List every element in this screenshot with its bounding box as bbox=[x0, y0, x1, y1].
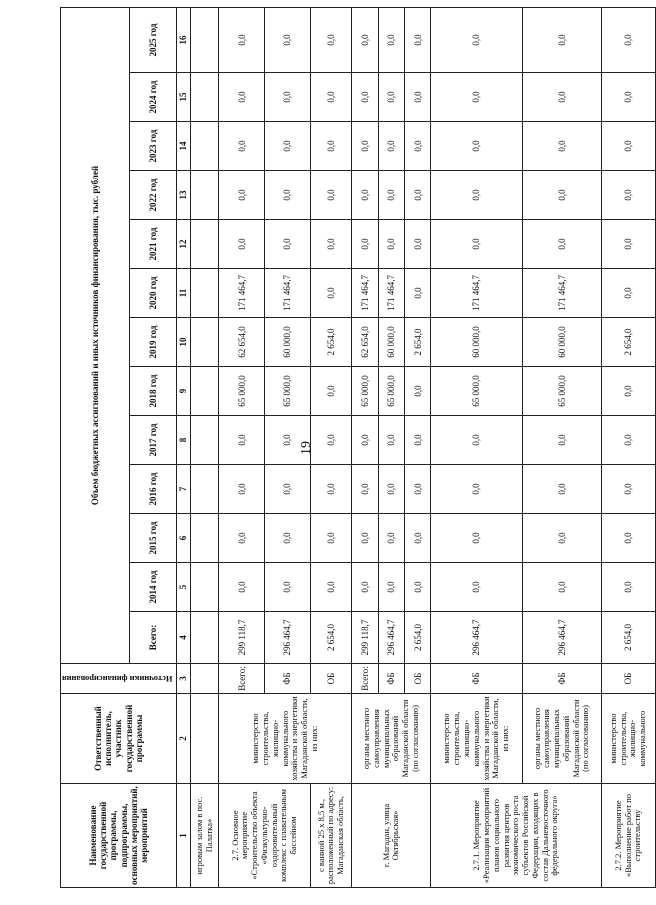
cell-executor bbox=[190, 694, 219, 784]
header-year: 2022 год bbox=[130, 171, 177, 220]
header-volume: Объем бюджетных ассигнований и иных источников финансирования, тыс. рублей bbox=[61, 8, 130, 664]
cell-year bbox=[190, 563, 219, 612]
cell-year: 0,0 bbox=[378, 73, 404, 122]
table-row bbox=[190, 8, 219, 888]
cell-year: 62 654,0 bbox=[352, 318, 378, 367]
cell-year: 0,0 bbox=[219, 220, 265, 269]
column-number: 12 bbox=[177, 220, 190, 269]
cell-year bbox=[190, 73, 219, 122]
cell-year: 65 000,0 bbox=[431, 367, 523, 416]
cell-year: 0,0 bbox=[378, 563, 404, 612]
cell-year: 0,0 bbox=[522, 465, 601, 514]
cell-year: 0,0 bbox=[431, 465, 523, 514]
cell-year: 171 464,7 bbox=[265, 269, 311, 318]
cell-year bbox=[190, 171, 219, 220]
cell-year: 171 464,7 bbox=[378, 269, 404, 318]
cell-year: 0,0 bbox=[405, 122, 431, 171]
cell-year: 0,0 bbox=[311, 73, 352, 122]
cell-source: ФБ bbox=[378, 664, 404, 694]
cell-year: 0,0 bbox=[405, 8, 431, 73]
cell-year: 171 464,7 bbox=[522, 269, 601, 318]
cell-source bbox=[190, 664, 219, 694]
cell-year: 0,0 bbox=[378, 416, 404, 465]
cell-source: ФБ bbox=[522, 664, 601, 694]
header-year: 2017 год bbox=[130, 416, 177, 465]
cell-name: 2.7.1. Мероприятие «Реализация мероприятий планов социального развития центров экономического роста субъектов Российской Федерации, входящих в состав Дальневосточного федерального округа» bbox=[431, 784, 602, 888]
cell-year: 0,0 bbox=[601, 514, 655, 563]
cell-year: 0,0 bbox=[265, 220, 311, 269]
cell-year: 0,0 bbox=[405, 465, 431, 514]
cell-year: 0,0 bbox=[219, 122, 265, 171]
cell-year: 0,0 bbox=[601, 8, 655, 73]
cell-year: 0,0 bbox=[219, 8, 265, 73]
cell-total bbox=[190, 612, 219, 664]
column-number: 2 bbox=[177, 694, 190, 784]
table-row bbox=[431, 8, 523, 888]
cell-year: 0,0 bbox=[601, 122, 655, 171]
table-row bbox=[219, 8, 265, 888]
cell-source: Всего: bbox=[352, 664, 378, 694]
cell-year: 2 654,0 bbox=[601, 318, 655, 367]
header-year: 2014 год bbox=[130, 563, 177, 612]
cell-year: 0,0 bbox=[378, 171, 404, 220]
cell-year: 0,0 bbox=[378, 465, 404, 514]
cell-year: 0,0 bbox=[378, 220, 404, 269]
cell-year: 0,0 bbox=[352, 416, 378, 465]
header-executor: Ответственный исполнитель, участник государственной программы bbox=[61, 694, 177, 784]
cell-executor: министерство строительства, жилищно-коммунального хозяйства и энергетики Магаданской области, из них: bbox=[431, 694, 523, 784]
column-number: 1 bbox=[177, 784, 190, 888]
column-number: 14 bbox=[177, 122, 190, 171]
cell-year: 0,0 bbox=[352, 514, 378, 563]
cell-year: 0,0 bbox=[405, 220, 431, 269]
column-number: 9 bbox=[177, 367, 190, 416]
column-number: 10 bbox=[177, 318, 190, 367]
cell-year: 0,0 bbox=[352, 73, 378, 122]
cell-year: 0,0 bbox=[405, 269, 431, 318]
cell-year: 0,0 bbox=[522, 8, 601, 73]
cell-year: 0,0 bbox=[352, 122, 378, 171]
cell-year: 0,0 bbox=[405, 367, 431, 416]
cell-executor: органы местного самоуправления муниципальных образований Магаданской области (по согласованию) bbox=[352, 694, 431, 784]
cell-year: 0,0 bbox=[265, 563, 311, 612]
column-number: 4 bbox=[177, 612, 190, 664]
cell-year: 65 000,0 bbox=[522, 367, 601, 416]
cell-year: 60 000,0 bbox=[265, 318, 311, 367]
cell-year: 0,0 bbox=[601, 416, 655, 465]
cell-source: ОБ bbox=[311, 664, 352, 694]
column-number: 15 bbox=[177, 73, 190, 122]
cell-year: 0,0 bbox=[405, 416, 431, 465]
cell-year: 65 000,0 bbox=[219, 367, 265, 416]
cell-year bbox=[190, 122, 219, 171]
cell-year: 0,0 bbox=[265, 171, 311, 220]
cell-year: 0,0 bbox=[311, 514, 352, 563]
cell-year: 0,0 bbox=[219, 171, 265, 220]
column-number: 5 bbox=[177, 563, 190, 612]
header-year: 2021 год bbox=[130, 220, 177, 269]
cell-year: 0,0 bbox=[522, 514, 601, 563]
cell-year: 0,0 bbox=[522, 122, 601, 171]
cell-year: 0,0 bbox=[405, 73, 431, 122]
column-number: 3 bbox=[177, 664, 190, 694]
cell-year: 171 464,7 bbox=[431, 269, 523, 318]
cell-year bbox=[190, 514, 219, 563]
table-row bbox=[522, 8, 601, 888]
column-number: 16 bbox=[177, 8, 190, 73]
cell-source: ОБ bbox=[601, 664, 655, 694]
cell-name: г. Магадан, улица Октябрьская» bbox=[352, 784, 431, 888]
header-year: 2023 год bbox=[130, 122, 177, 171]
cell-year: 0,0 bbox=[522, 416, 601, 465]
cell-year: 60 000,0 bbox=[431, 318, 523, 367]
cell-executor: органы местного самоуправления муниципальных образований Магаданской области (по согласованию) bbox=[522, 694, 601, 784]
cell-year: 2 654,0 bbox=[311, 318, 352, 367]
cell-year: 0,0 bbox=[311, 122, 352, 171]
cell-total: 299 118,7 bbox=[219, 612, 265, 664]
cell-year: 0,0 bbox=[431, 563, 523, 612]
cell-year: 0,0 bbox=[311, 171, 352, 220]
cell-year: 0,0 bbox=[265, 514, 311, 563]
cell-name: 2.7.2. Мероприятие «Выполнение работ по строительству bbox=[601, 784, 655, 888]
cell-year: 0,0 bbox=[601, 563, 655, 612]
column-number: 6 bbox=[177, 514, 190, 563]
cell-year: 0,0 bbox=[311, 8, 352, 73]
cell-total: 296 464,7 bbox=[378, 612, 404, 664]
cell-total: 296 464,7 bbox=[431, 612, 523, 664]
cell-name: 2.7. Основное мероприятие «Строительство объекта «Физкультурно-оздоровительный комплекс с плавательным бассейном bbox=[219, 784, 311, 888]
header-year: 2015 год bbox=[130, 514, 177, 563]
cell-year: 0,0 bbox=[431, 514, 523, 563]
header-year: 2024 год bbox=[130, 73, 177, 122]
cell-total: 2 654,0 bbox=[405, 612, 431, 664]
page-number: 19 bbox=[299, 441, 314, 455]
cell-year: 0,0 bbox=[601, 220, 655, 269]
budget-table bbox=[60, 7, 656, 888]
cell-year: 0,0 bbox=[378, 8, 404, 73]
table-row bbox=[601, 8, 655, 888]
cell-year: 0,0 bbox=[311, 367, 352, 416]
cell-year: 0,0 bbox=[352, 171, 378, 220]
cell-year: 0,0 bbox=[522, 73, 601, 122]
cell-year bbox=[190, 220, 219, 269]
rotated-page-content bbox=[60, 8, 648, 888]
cell-year: 0,0 bbox=[219, 514, 265, 563]
cell-year: 0,0 bbox=[522, 563, 601, 612]
cell-year: 0,0 bbox=[265, 73, 311, 122]
header-total: Всего: bbox=[130, 612, 177, 664]
cell-year bbox=[190, 465, 219, 514]
cell-year: 0,0 bbox=[311, 416, 352, 465]
cell-total: 299 118,7 bbox=[352, 612, 378, 664]
cell-year: 0,0 bbox=[522, 171, 601, 220]
header-year: 2018 год bbox=[130, 367, 177, 416]
cell-year: 0,0 bbox=[601, 73, 655, 122]
cell-year: 0,0 bbox=[431, 122, 523, 171]
cell-year: 0,0 bbox=[405, 514, 431, 563]
cell-year: 60 000,0 bbox=[378, 318, 404, 367]
cell-year: 0,0 bbox=[311, 220, 352, 269]
cell-name: с ванной 25 х 8,5 м., расположенный по адресу: Магаданская область, bbox=[311, 784, 352, 888]
cell-year: 0,0 bbox=[352, 8, 378, 73]
cell-year: 0,0 bbox=[405, 171, 431, 220]
cell-total: 296 464,7 bbox=[522, 612, 601, 664]
cell-executor: министерство строительства, жилищно-коммунального хозяйства и энергетики Магаданской области, из них: bbox=[219, 694, 352, 784]
cell-year: 0,0 bbox=[352, 465, 378, 514]
cell-year bbox=[190, 269, 219, 318]
cell-year: 0,0 bbox=[311, 563, 352, 612]
cell-year bbox=[190, 318, 219, 367]
header-name: Наименование государственной программы, подпрограммы, основных мероприятий, мероприятий bbox=[61, 784, 177, 888]
column-number: 8 bbox=[177, 416, 190, 465]
cell-year bbox=[190, 367, 219, 416]
cell-year: 0,0 bbox=[522, 220, 601, 269]
header-year: 2020 год bbox=[130, 269, 177, 318]
cell-year: 0,0 bbox=[601, 465, 655, 514]
cell-year: 0,0 bbox=[311, 465, 352, 514]
cell-year: 0,0 bbox=[431, 171, 523, 220]
cell-year: 0,0 bbox=[265, 8, 311, 73]
column-number: 13 bbox=[177, 171, 190, 220]
table-row bbox=[352, 8, 378, 888]
cell-year: 0,0 bbox=[431, 73, 523, 122]
cell-year: 0,0 bbox=[265, 416, 311, 465]
cell-year: 0,0 bbox=[378, 514, 404, 563]
header-row-1 bbox=[61, 8, 130, 888]
cell-year: 0,0 bbox=[219, 73, 265, 122]
cell-year: 65 000,0 bbox=[265, 367, 311, 416]
cell-year: 0,0 bbox=[601, 171, 655, 220]
cell-year: 65 000,0 bbox=[378, 367, 404, 416]
cell-source: ОБ bbox=[405, 664, 431, 694]
cell-year: 60 000,0 bbox=[522, 318, 601, 367]
cell-year: 0,0 bbox=[601, 269, 655, 318]
cell-year: 0,0 bbox=[265, 122, 311, 171]
cell-year: 0,0 bbox=[265, 465, 311, 514]
cell-year: 0,0 bbox=[431, 220, 523, 269]
cell-source: ФБ bbox=[265, 664, 311, 694]
cell-year: 62 654,0 bbox=[219, 318, 265, 367]
cell-year: 0,0 bbox=[352, 563, 378, 612]
column-number: 11 bbox=[177, 269, 190, 318]
cell-year: 2 654,0 bbox=[405, 318, 431, 367]
cell-total: 296 464,7 bbox=[265, 612, 311, 664]
cell-year: 0,0 bbox=[601, 367, 655, 416]
cell-year: 0,0 bbox=[352, 220, 378, 269]
cell-source: ФБ bbox=[431, 664, 523, 694]
cell-year: 0,0 bbox=[405, 563, 431, 612]
cell-year: 171 464,7 bbox=[352, 269, 378, 318]
header-source-text: Источники финансирования bbox=[62, 674, 173, 685]
cell-year bbox=[190, 8, 219, 73]
cell-total: 2 654,0 bbox=[601, 612, 655, 664]
cell-year: 0,0 bbox=[219, 416, 265, 465]
cell-year: 0,0 bbox=[378, 122, 404, 171]
cell-executor: министерство строительства, жилищно-коммунального bbox=[601, 694, 655, 784]
cell-year: 171 464,7 bbox=[219, 269, 265, 318]
cell-source: Всего: bbox=[219, 664, 265, 694]
column-number-row bbox=[177, 8, 190, 888]
header-year: 2019 год bbox=[130, 318, 177, 367]
cell-year bbox=[190, 416, 219, 465]
header-year: 2025 год bbox=[130, 8, 177, 73]
cell-year: 0,0 bbox=[219, 563, 265, 612]
column-number: 7 bbox=[177, 465, 190, 514]
cell-year: 65 000,0 bbox=[352, 367, 378, 416]
cell-name: игровым залом в пос. Палатка» bbox=[190, 784, 219, 888]
cell-total: 2 654,0 bbox=[311, 612, 352, 664]
header-year: 2016 год bbox=[130, 465, 177, 514]
cell-year: 0,0 bbox=[431, 416, 523, 465]
header-source bbox=[61, 664, 177, 694]
cell-year: 0,0 bbox=[311, 269, 352, 318]
cell-year: 0,0 bbox=[431, 8, 523, 73]
cell-year: 0,0 bbox=[219, 465, 265, 514]
